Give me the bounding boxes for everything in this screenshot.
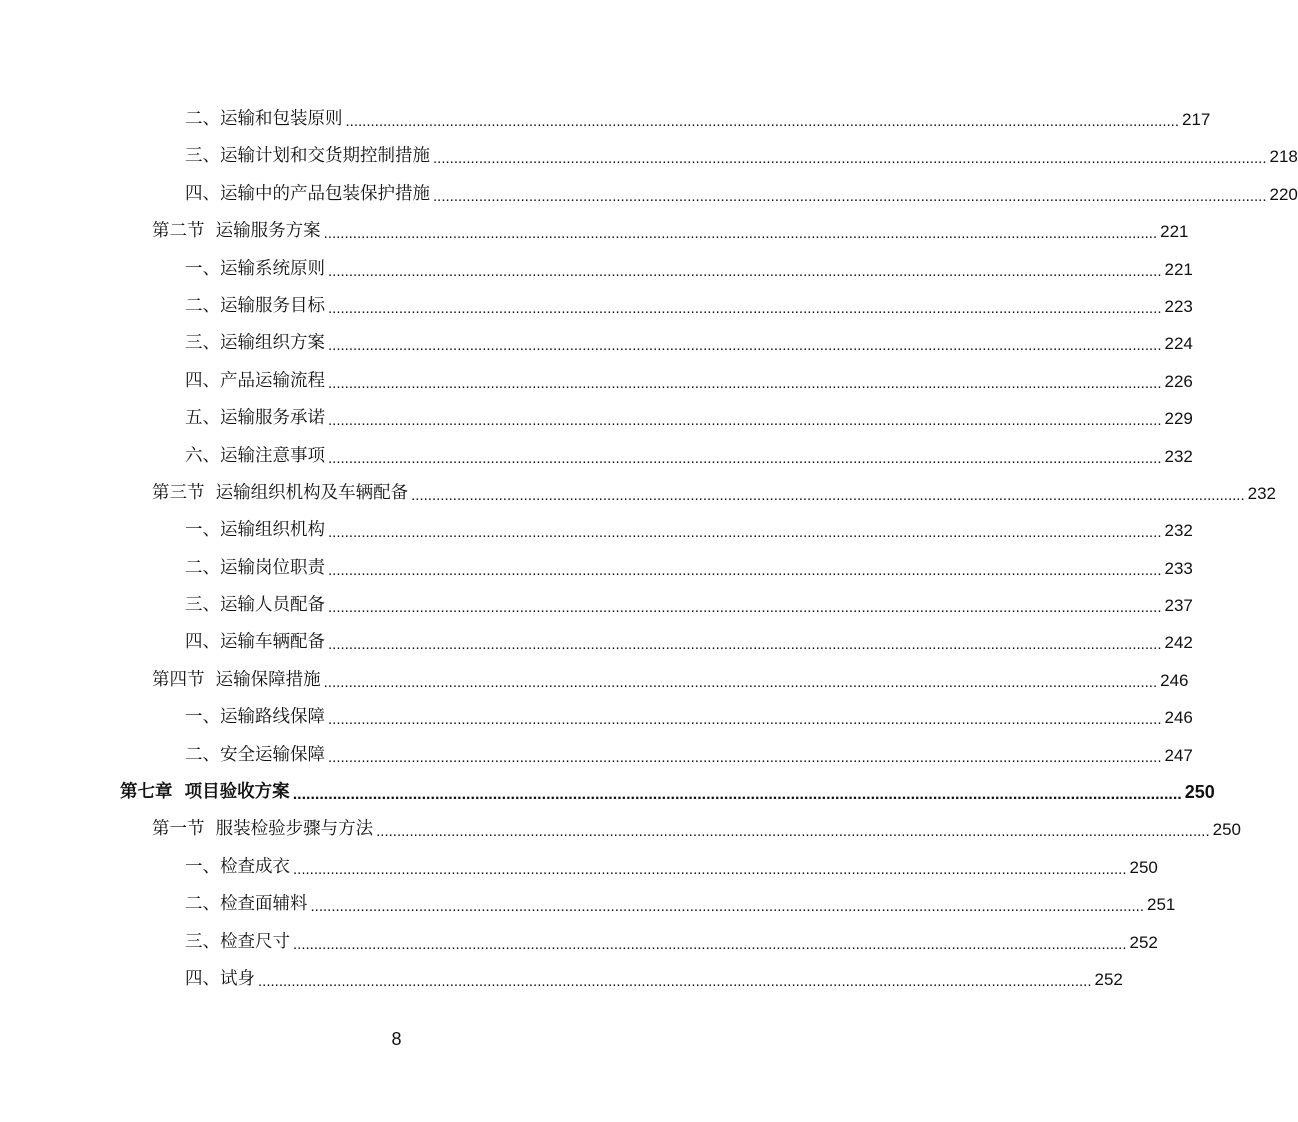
toc-entry-page: 252 xyxy=(1129,932,1158,952)
toc-dot-leader: ........................................................................................................................................................................................................ xyxy=(433,187,1267,205)
toc-entry[interactable] xyxy=(0,924,1158,961)
toc-entry-page: 246 xyxy=(1164,708,1193,728)
toc-entry-page: 247 xyxy=(1164,745,1193,765)
toc-entry[interactable] xyxy=(0,662,1189,699)
toc-dot-leader: ........................................................................................................................................................................................................ xyxy=(310,898,1144,916)
toc-entry-title: 二、运输岗位职责 xyxy=(185,557,325,578)
toc-entry-page: 217 xyxy=(1182,110,1211,129)
toc-entry-title: 第七章 项目验收方案 xyxy=(120,782,290,803)
toc-entry[interactable] xyxy=(0,774,1215,811)
toc-entry[interactable] xyxy=(0,400,1193,437)
toc-entry-title: 一、运输组织机构 xyxy=(185,520,325,541)
toc-entry[interactable] xyxy=(0,251,1193,288)
toc-entry-page: 242 xyxy=(1164,633,1193,653)
page-number: 8 xyxy=(391,1029,402,1049)
toc-entry-title: 二、运输和包装原则 xyxy=(185,109,343,129)
toc-entry-title: 四、运输车辆配备 xyxy=(185,632,325,653)
toc-entry-page: 218 xyxy=(1269,147,1298,167)
toc-entry-title: 第一节 服装检验步骤与方法 xyxy=(152,819,374,840)
toc-entry[interactable] xyxy=(0,886,1176,923)
toc-dot-leader: ........................................................................................................................................................................................................ xyxy=(328,561,1162,579)
toc-dot-leader: ........................................................................................................................................................................................................ xyxy=(328,524,1162,542)
toc-dot-leader: ........................................................................................................................................................................................................ xyxy=(323,673,1158,691)
toc-dot-leader: ........................................................................................................................................................................................................ xyxy=(345,113,1179,130)
toc-dot-leader: ........................................................................................................................................................................................................ xyxy=(323,225,1158,243)
toc-dot-leader: ........................................................................................................................................................................................................ xyxy=(328,599,1162,617)
toc-entry-page: 232 xyxy=(1164,521,1193,541)
toc-entry-page: 229 xyxy=(1164,409,1193,429)
toc-entry-page: 252 xyxy=(1094,969,1123,989)
toc-entry-page: 251 xyxy=(1147,895,1176,915)
toc-dot-leader: ........................................................................................................................................................................................................ xyxy=(411,486,1245,504)
toc-entry-page: 233 xyxy=(1164,558,1193,578)
toc-entry-title: 一、运输路线保障 xyxy=(185,707,325,728)
toc-entry-title: 三、运输人员配备 xyxy=(185,595,325,616)
toc-dot-leader: ........................................................................................................................................................................................................ xyxy=(376,823,1210,841)
toc-entry-title: 第四节 运输保障措施 xyxy=(152,669,321,690)
toc-dot-leader: ........................................................................................................................................................................................................ xyxy=(328,412,1162,430)
toc-entry-title: 六、运输注意事项 xyxy=(185,445,325,466)
toc-entry-title: 三、运输计划和交货期控制措施 xyxy=(185,146,430,167)
table-of-contents xyxy=(0,101,1298,998)
toc-entry[interactable] xyxy=(0,849,1158,886)
toc-entry-title: 五、运输服务承诺 xyxy=(185,408,325,429)
toc-entry-title: 二、运输服务目标 xyxy=(185,295,325,316)
toc-entry[interactable] xyxy=(0,138,1298,175)
toc-entry[interactable] xyxy=(0,101,1211,138)
toc-entry[interactable] xyxy=(0,475,1276,512)
toc-entry[interactable] xyxy=(0,811,1241,848)
toc-entry-page: 250 xyxy=(1184,782,1215,803)
toc-dot-leader: ........................................................................................................................................................................................................ xyxy=(293,860,1127,878)
toc-entry[interactable] xyxy=(0,699,1193,736)
toc-dot-leader: ........................................................................................................................................................................................................ xyxy=(328,636,1162,654)
toc-dot-leader: ........................................................................................................................................................................................................ xyxy=(328,748,1162,766)
toc-entry[interactable] xyxy=(0,624,1193,661)
toc-entry-title: 二、安全运输保障 xyxy=(185,744,325,765)
toc-entry-page: 250 xyxy=(1212,820,1241,840)
toc-dot-leader: ........................................................................................................................................................................................................ xyxy=(328,299,1162,317)
toc-entry-page: 250 xyxy=(1129,857,1158,877)
toc-entry-page: 246 xyxy=(1160,670,1189,690)
toc-entry-title: 一、运输系统原则 xyxy=(185,258,325,279)
toc-entry[interactable] xyxy=(0,550,1193,587)
toc-entry-title: 三、检查尺寸 xyxy=(185,931,290,952)
toc-entry[interactable] xyxy=(0,737,1193,774)
toc-dot-leader: ........................................................................................................................................................................................................ xyxy=(328,262,1162,280)
toc-dot-leader: ........................................................................................................................................................................................................ xyxy=(328,449,1162,467)
toc-entry-title: 四、试身 xyxy=(185,968,255,989)
toc-entry[interactable] xyxy=(0,587,1193,624)
toc-entry-page: 220 xyxy=(1269,184,1298,204)
toc-dot-leader: ........................................................................................................................................................................................................ xyxy=(328,711,1162,729)
toc-entry-title: 第三节 运输组织机构及车辆配备 xyxy=(152,482,409,503)
toc-entry-page: 224 xyxy=(1164,334,1193,354)
toc-dot-leader: ........................................................................................................................................................................................................ xyxy=(328,374,1162,392)
toc-entry[interactable] xyxy=(0,288,1193,325)
toc-entry-page: 237 xyxy=(1164,596,1193,616)
toc-entry[interactable] xyxy=(0,213,1189,250)
toc-dot-leader: ........................................................................................................................................................................................................ xyxy=(258,972,1092,990)
toc-entry[interactable] xyxy=(0,176,1298,213)
toc-entry[interactable] xyxy=(0,961,1123,998)
toc-entry-title: 三、运输组织方案 xyxy=(185,333,325,354)
toc-dot-leader: ........................................................................................................................................................................................................ xyxy=(433,150,1267,168)
toc-entry-page: 232 xyxy=(1164,446,1193,466)
toc-entry-page: 226 xyxy=(1164,371,1193,391)
toc-entry[interactable] xyxy=(0,363,1193,400)
toc-entry-page: 221 xyxy=(1164,259,1193,279)
toc-entry[interactable] xyxy=(0,325,1193,362)
toc-entry-page: 221 xyxy=(1160,222,1189,242)
toc-dot-leader: ........................................................................................................................................................................................................ xyxy=(293,935,1127,953)
toc-entry-page: 223 xyxy=(1164,296,1193,316)
toc-dot-leader: ........................................................................................................................................................................................................ xyxy=(328,337,1162,355)
toc-entry-title: 第二节 运输服务方案 xyxy=(152,221,321,242)
toc-entry-title: 二、检查面辅料 xyxy=(185,894,308,915)
toc-entry-page: 232 xyxy=(1247,483,1276,503)
toc-entry[interactable] xyxy=(0,438,1193,475)
toc-entry-title: 一、检查成衣 xyxy=(185,856,290,877)
toc-entry-title: 四、运输中的产品包装保护措施 xyxy=(185,183,430,204)
toc-dot-leader: ........................................................................................................................................................................................................ xyxy=(292,786,1182,804)
toc-entry-title: 四、产品运输流程 xyxy=(185,370,325,391)
toc-entry[interactable] xyxy=(0,512,1193,549)
